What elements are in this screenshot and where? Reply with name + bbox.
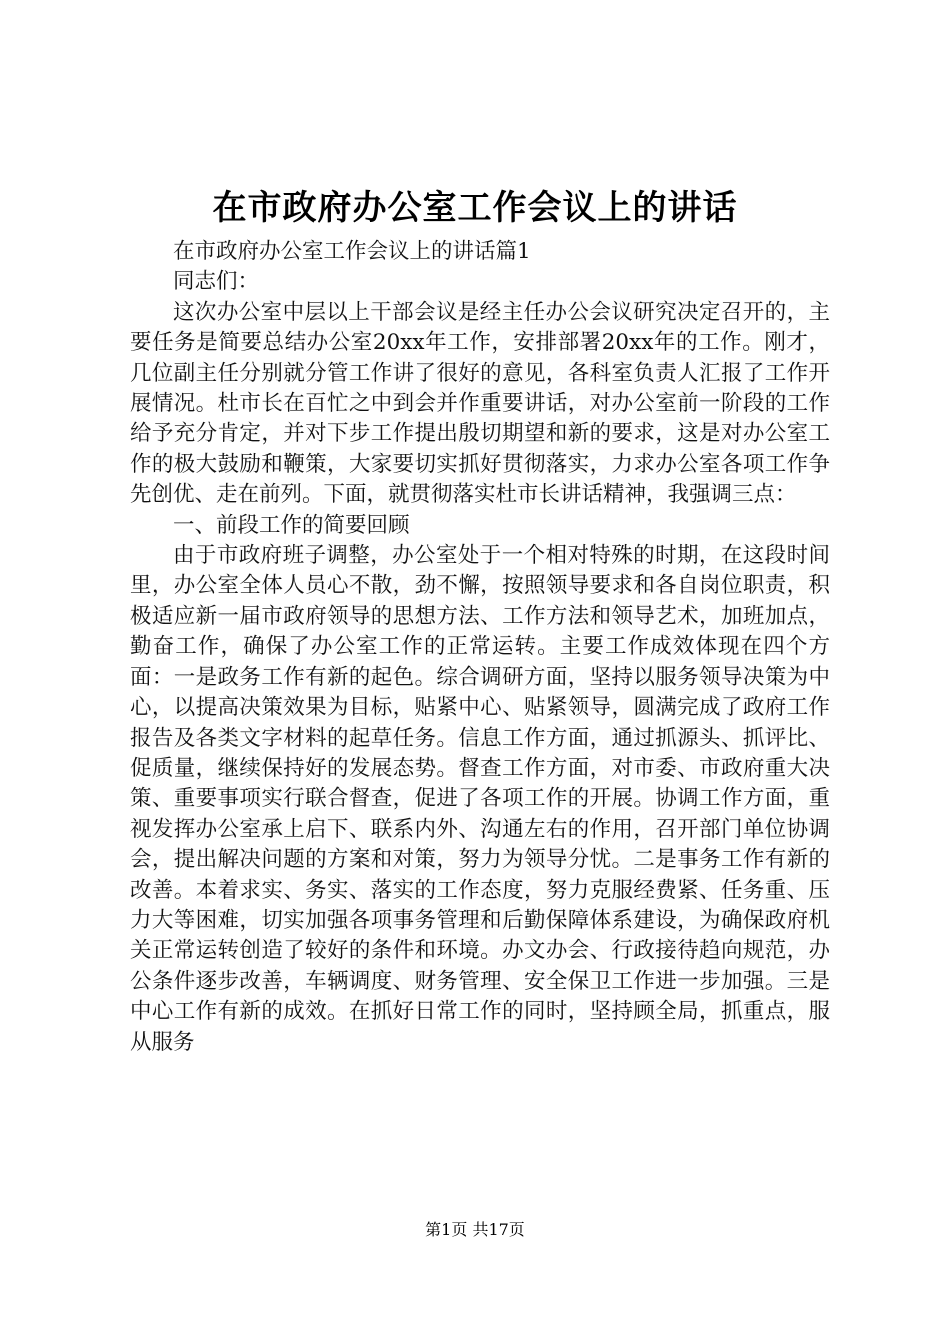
body-paragraph: 这次办公室中层以上干部会议是经主任办公会议研究决定召开的，主要任务是简要总结办公室20xx年工作，安排部署20xx年的工作。刚才，几位副主任分别就分管工作讲了很好的意见，各科室负责人汇报了工作开展情况。杜市长在百忙之中到会并作重要讲话，对办公室前一阶段的工作给予充分肯定，并对下步工作提出殷切期望和新的要求，这是对办公室工作的极大鼓励和鞭策，大家要切实抓好贯彻落实，力求办公室各项工作争先创优、走在前列。下面，就贯彻落实杜市长讲话精神，我强调三点： (130, 299, 830, 508)
body-paragraph: 由于市政府班子调整，办公室处于一个相对特殊的时期，在这段时间里，办公室全体人员心不散，劲不懈，按照领导要求和各自岗位职责，积极适应新一届市政府领导的思想方法、工作方法和领导艺术，加班加点，勤奋工作，确保了办公室工作的正常运转。主要工作成效体现在四个方面：一是政务工作有新的起色。综合调研方面，坚持以服务领导决策为中心，以提高决策效果为目标，贴紧中心、贴紧领导，圆满完成了政府工作报告及各类文字材料的起草任务。信息工作方面，通过抓源头、抓评比、促质量，继续保持好的发展态势。督查工作方面，对市委、市政府重大决策、重要事项实行联合督查，促进了各项工作的开展。协调工作方面，重视发挥办公室承上启下、联系内外、沟通左右的作用，召开部门单位协调会，提出解决问题的方案和对策，努力为领导分忧。二是事务工作有新的改善。本着求实、务实、落实的工作态度，努力克服经费紧、任务重、压力大等困难，切实加强各项事务管理和后勤保障体系建设，为确保政府机关正常运转创造了较好的条件和环境。办文办会、行政接待趋向规范，办公条件逐步改善，车辆调度、财务管理、安全保卫工作进一步加强。三是中心工作有新的成效。在抓好日常工作的同时，坚持顾全局，抓重点，服从服务 (130, 543, 830, 1055)
page-number: 第1页 共17页 (425, 1220, 525, 1239)
subsection-heading: 一、前段工作的简要回顾 (173, 512, 410, 538)
section-heading: 在市政府办公室工作会议上的讲话篇1 (173, 239, 531, 264)
document-title: 在市政府办公室工作会议上的讲话 (212, 188, 738, 228)
document-body (130, 237, 830, 1058)
salutation: 同志们： (173, 269, 260, 295)
